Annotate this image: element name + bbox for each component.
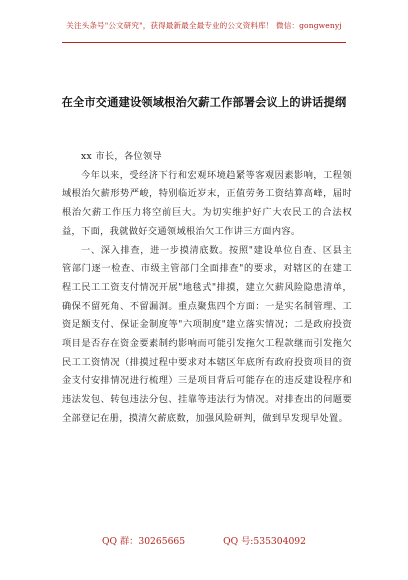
document-title: 在全市交通建设领域根治欠薪工作部署会议上的讲话提纲 — [61, 95, 347, 109]
header-divider — [62, 42, 346, 43]
qq-group-number: QQ 群：30265665 — [101, 536, 186, 547]
qq-account-number: QQ 号:535304092 — [223, 536, 306, 547]
document-body — [62, 148, 352, 429]
promo-header: 关注头条号"公文研究"，获得最新最全最专业的公文资料库！ 微信：gongwenyj — [66, 21, 342, 30]
contact-footer — [0, 533, 408, 547]
paragraph-intro: 今年以来，受经济下行和宏观环境趋紧等客观因素影响，工程领域根治欠薪形势严峻，特别临近岁末，正值劳务工资结算高峰，届时根治欠薪工作压力将空前巨大。为切实维护好广大农民工的合法权益，下面，我就做好交通领域根治欠工作讲三方面内容。 — [62, 169, 352, 237]
salutation: xx 市长，各位领导 — [81, 151, 163, 162]
paragraph-section-one: 一、深入排查，进一步摸清底数。按照"建设单位自查、区县主管部门逐一检查、市级主管部门全面排查"的要求，对辖区的在建工程工民工工资支付情况开展"地毯式"排摸，建立欠薪风险隐患清单，确保不留死角、不留漏洞。重点聚焦四个方面：一是实名制管理、工资足额支付、保证金制度等"六项制度"建立落实情况；二是政府投资项目是否存在资金要素制约影响而可能引发拖欠工程款继而引发拖欠民工工资情况（排摸过程中要求对本辖区年底所有政府投资项目的资金支付安排情况进行梳理）三是项目背后可能存在的违反建设程序和违法发包、转包违法分包、挂靠等违法行为情况。对排查出的问题要全部登记在册，摸清欠薪底数，加强风险研判，做到早发现早处置。 — [62, 244, 352, 424]
